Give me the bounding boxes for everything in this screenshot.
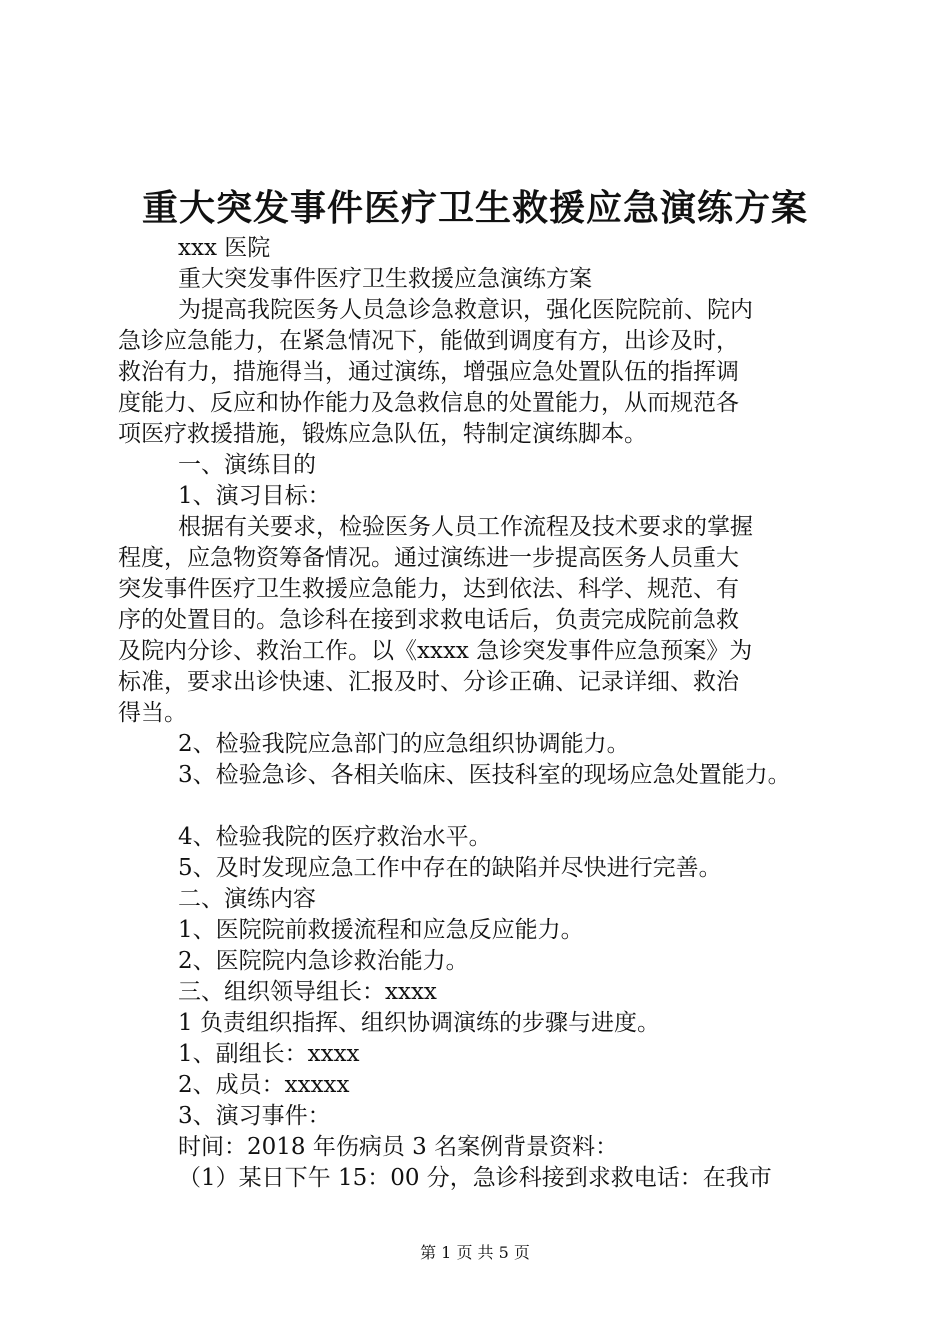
paragraph-line: 救治有力，措施得当，通过演练，增强应急处置队伍的指挥调	[118, 359, 739, 385]
paragraph-line: 三、组织领导组长：xxxx	[178, 979, 437, 1005]
paragraph-line: 突发事件医疗卫生救援应急能力，达到依法、科学、规范、有	[118, 576, 739, 602]
paragraph-line: 时间：2018 年伤病员 3 名案例背景资料：	[178, 1134, 619, 1160]
paragraph-line: 序的处置目的。急诊科在接到求救电话后，负责完成院前急救	[118, 607, 739, 633]
paragraph-line: 3、检验急诊、各相关临床、医技科室的现场应急处置能力。	[178, 762, 791, 788]
blank-line	[118, 791, 838, 822]
page-footer: 第 1 页 共 5 页	[420, 1243, 530, 1262]
paragraph-line: 急诊应急能力，在紧急情况下，能做到调度有方，出诊及时，	[118, 328, 739, 354]
paragraph-line: 标准，要求出诊快速、汇报及时、分诊正确、记录详细、救治	[118, 669, 739, 695]
paragraph-line: 1、副组长：xxxx	[178, 1041, 360, 1067]
paragraph-line: 1 负责组织指挥、组织协调演练的步骤与进度。	[178, 1010, 660, 1036]
document-title: 重大突发事件医疗卫生救援应急演练方案	[141, 187, 808, 229]
paragraph-line: xxx 医院	[178, 235, 271, 261]
paragraph-line: 1、演习目标：	[178, 483, 331, 509]
paragraph-line: 2、医院院内急诊救治能力。	[178, 948, 469, 974]
paragraph-line: 一、演练目的	[178, 452, 316, 478]
paragraph-line: 为提高我院医务人员急诊急救意识，强化医院院前、院内	[178, 297, 753, 323]
paragraph-line: 二、演练内容	[178, 886, 316, 912]
document-body	[118, 233, 838, 1194]
paragraph-line: 根据有关要求，检验医务人员工作流程及技术要求的掌握	[178, 514, 753, 540]
paragraph-line: 度能力、反应和协作能力及急救信息的处置能力，从而规范各	[118, 390, 739, 416]
paragraph-line: 程度，应急物资筹备情况。通过演练进一步提高医务人员重大	[118, 545, 739, 571]
paragraph-line: 2、成员：xxxxx	[178, 1072, 350, 1098]
paragraph-line: 得当。	[118, 700, 187, 726]
paragraph-line: 5、及时发现应急工作中存在的缺陷并尽快进行完善。	[178, 855, 722, 881]
paragraph-line: 重大突发事件医疗卫生救援应急演练方案	[178, 266, 592, 292]
paragraph-line: （1）某日下午 15：00 分，急诊科接到求救电话：在我市	[178, 1165, 772, 1191]
paragraph-line: 项医疗救援措施，锻炼应急队伍，特制定演练脚本。	[118, 421, 647, 447]
paragraph-line: 1、医院院前救援流程和应急反应能力。	[178, 917, 584, 943]
paragraph-line: 及院内分诊、救治工作。以《xxxx 急诊突发事件应急预案》为	[118, 638, 753, 664]
paragraph-line: 2、检验我院应急部门的应急组织协调能力。	[178, 731, 630, 757]
paragraph-line: 3、演习事件：	[178, 1103, 331, 1129]
paragraph-line: 4、检验我院的医疗救治水平。	[178, 824, 492, 850]
